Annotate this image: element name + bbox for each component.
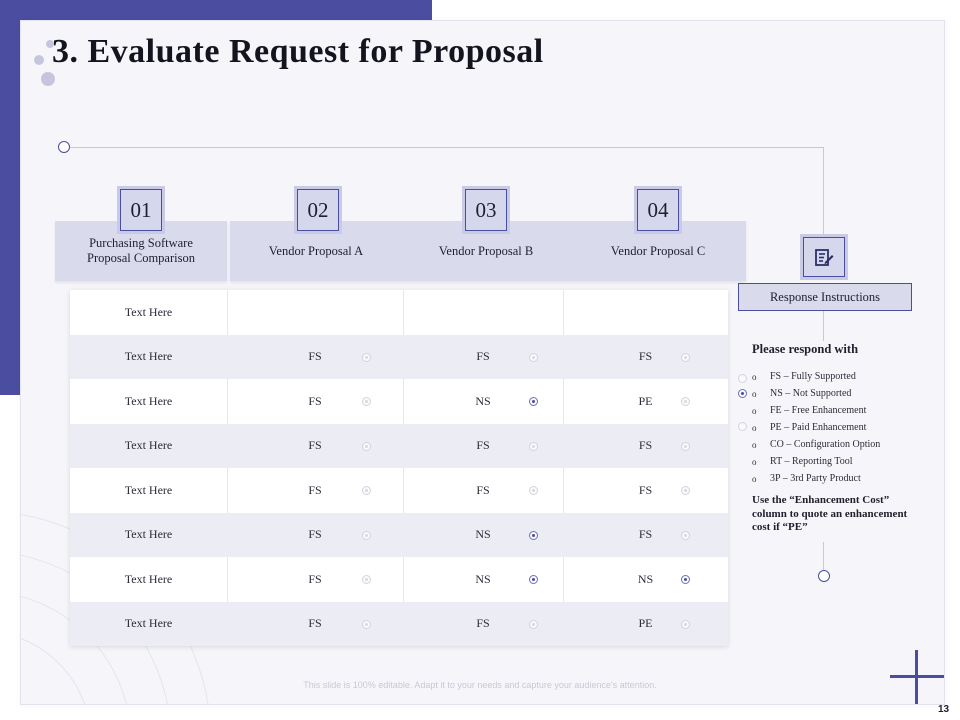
vendor-cell: FS [308,527,322,542]
legend-side-dot [738,422,747,431]
legend-text: CO – Configuration Option [770,439,881,450]
vendor-cell: FS [308,616,322,631]
plus-decoration [915,650,918,704]
table-row [70,602,728,647]
number-badge-04 [634,186,682,234]
node-dot-start [58,141,70,153]
vendor-cell: FS [638,349,653,364]
status-radio-icon [681,397,690,406]
status-radio-icon [681,620,690,629]
number-badge-02-text: 02 [297,189,339,231]
node-dot-end [818,570,830,582]
vendor-cell: FS [308,482,322,497]
respond-heading: Please respond with [752,342,859,356]
legend-item [752,470,880,487]
instructions-icon-box [800,234,848,280]
status-radio-icon [362,575,371,584]
legend-text: FS – Fully Supported [770,371,856,382]
comparison-table [70,290,728,646]
table-row [70,290,728,335]
legend-item [752,368,880,385]
legend-item [752,453,880,470]
frame-line-right-bottom [823,542,824,570]
legend-text: 3P – 3rd Party Product [770,473,861,484]
slide-number: 13 [938,704,950,715]
row-label: Text Here [124,393,173,408]
status-radio-icon [681,486,690,495]
vendor-cell: FS [308,571,322,586]
column-header-1-line2: Proposal Comparison [87,251,195,265]
vendor-cell: FS [638,438,653,453]
table-row [70,557,728,602]
frame-line-right [823,147,824,235]
legend-bullet: o [752,405,757,416]
legend-text: PE – Paid Enhancement [770,422,867,433]
title-dot [34,55,44,65]
status-radio-icon [362,620,371,629]
row-label: Text Here [124,304,173,319]
frame-line-top [70,147,824,148]
vendor-cell: FS [308,393,322,408]
vendor-cell: FS [638,527,653,542]
vendor-cell [403,290,563,335]
row-label: Text Here [124,571,173,586]
legend-bullet: o [752,456,757,467]
number-badge-01-text: 01 [120,189,162,231]
vendor-cell: PE [638,393,653,408]
title-dot [41,72,55,86]
vendor-cell: FS [476,482,490,497]
legend-item [752,419,880,436]
table-row [70,513,728,558]
status-radio-icon [529,575,538,584]
table-row [70,335,728,380]
vendor-cell: FS [308,349,322,364]
column-header-4: Vendor Proposal C [610,243,706,258]
status-radio-icon [529,397,538,406]
footer-note: This slide is 100% editable. Adapt it to your needs and capture your audience's attention. [303,680,657,690]
legend-bullet: o [752,439,757,450]
checklist-edit-icon [814,247,834,267]
table-row [70,379,728,424]
vendor-cell: NS [475,393,491,408]
column-header-1-line1: Purchasing Software [89,236,193,250]
vendor-cell: FS [476,349,490,364]
table-row [70,424,728,469]
legend-bullet: o [752,473,757,484]
vendor-cell: NS [475,571,491,586]
status-radio-icon [681,442,690,451]
vendor-cell: PE [638,616,653,631]
status-radio-icon [681,353,690,362]
row-label: Text Here [124,438,173,453]
vendor-cell: FS [308,438,322,453]
number-badge-04-text: 04 [637,189,679,231]
vendor-cell: FS [476,616,490,631]
legend-side-dot [738,374,747,383]
table-row [70,468,728,513]
frame-line-right-lower [823,311,824,341]
status-radio-icon [529,353,538,362]
legend-bullet: o [752,371,757,382]
legend-text: FE – Free Enhancement [770,405,867,416]
number-badge-03 [462,186,510,234]
status-radio-icon [529,620,538,629]
column-header-3: Vendor Proposal B [438,243,534,258]
legend-bullet: o [752,388,757,399]
number-badge-02 [294,186,342,234]
vendor-cell: FS [638,482,653,497]
status-radio-icon [362,486,371,495]
legend-text: NS – Not Supported [770,388,852,399]
vendor-cell [227,290,403,335]
legend-item [752,436,880,453]
status-radio-icon [362,531,371,540]
legend-bullet: o [752,422,757,433]
status-radio-icon [681,575,690,584]
response-instructions-box: Response Instructions [738,283,912,311]
vendor-cell: NS [637,571,654,586]
legend-item [752,402,880,419]
status-radio-icon [529,442,538,451]
vendor-cell: FS [476,438,490,453]
response-legend [752,368,880,487]
row-label: Text Here [124,527,173,542]
page-title: 3. Evaluate Request for Proposal [52,33,544,70]
vendor-cell: NS [475,527,491,542]
column-header-2: Vendor Proposal A [268,243,364,258]
number-badge-01 [117,186,165,234]
legend-text: RT – Reporting Tool [770,456,853,467]
row-label: Text Here [124,349,173,364]
vendor-cell [563,290,728,335]
status-radio-icon [681,531,690,540]
enhancement-note: Use the “Enhancement Cost” column to quote an enhancement cost if “PE” [752,494,908,533]
status-radio-icon [529,531,538,540]
row-label: Text Here [124,482,173,497]
status-radio-icon [362,353,371,362]
row-label: Text Here [124,616,173,631]
legend-item [752,385,880,402]
legend-side-dot [738,389,747,398]
status-radio-icon [529,486,538,495]
status-radio-icon [362,397,371,406]
status-radio-icon [362,442,371,451]
number-badge-03-text: 03 [465,189,507,231]
